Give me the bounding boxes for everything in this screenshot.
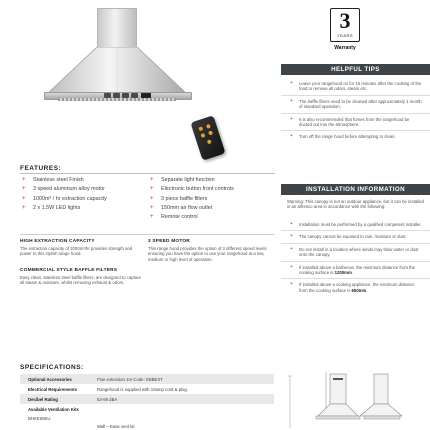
motor-text: This range hood provides the option of 3 different speed levels ensuring you have the option to use your rangehood at a low, medium or high level of operation. [148,246,267,262]
list-item: + Stainless steel Finish [22,177,84,183]
dimension-drawing [286,368,426,430]
list-item: + The canopy cannot be exposed to rain, moisture or dust. [281,231,430,243]
features-title: FEATURES: [20,165,62,172]
list-item: + It is also recommended that fumes from the rangehood be ducted out into the atmosphere. [281,114,430,132]
table-row: Available Ventilation Kits [28,406,79,412]
list-item: + Do not install in a location where winds may blow water or dust onto the canopy. [281,244,430,262]
motor-heading: 3 SPEED MOTOR [148,239,190,244]
installation-intro: Warning: This canopy is not an outdoor appliance, but it can be installed in an alfresco area in accordance with the following: [287,199,424,210]
kit-code: BHKE65EU [28,416,51,421]
list-item: + Turn off the range hood before attempting to clean. [290,133,396,140]
warranty-badge [330,8,360,42]
list-item: + 2 x 1.5W LED lights [22,204,81,211]
list-item: + Electronic button front controls [150,186,234,193]
warranty-years-number: 3 [339,8,351,33]
list-item: + 1000m³ / hr extraction capacity [22,195,107,202]
installation-list [281,219,430,296]
warranty-label: Warranty [334,45,356,51]
specifications-table [20,374,274,414]
list-item: + 150mm air flow outlet [150,204,213,211]
rangehood-chimney [97,8,137,48]
features-divider [20,173,275,174]
extraction-text: The extraction capacity of 1000m³/hr provides strength and power to this stylish range hood. [20,246,133,257]
warranty-years-text: YEARS [336,33,354,38]
features-list-left [20,176,145,213]
control-buttons [104,93,138,98]
specifications-title: SPECIFICATIONS: [20,364,84,371]
list-item: + 3 piece baffle filters [150,195,208,202]
list-item: + 3 speed aluminum alloy motor [22,186,105,193]
helpful-tips-header: HELPFUL TIPS [281,64,430,75]
control-display [141,93,151,98]
extraction-heading: HIGH EXTRACTION CAPACITY [20,239,95,244]
baffle-filter [58,98,176,101]
helpful-tips-list [281,78,430,143]
section-divider [20,234,275,235]
table-row: Decibel Rating 53-66 dBA [20,394,274,404]
rangehood-canopy [48,47,186,93]
list-item: + The baffle filters need to be cleaned after approximately 1 month of standard operation. [281,96,430,114]
table-row: Electrical Requirements Rangehood is supplied with 10amp cord & plug. [28,386,189,392]
table-row: Optional Accessories Flue extension 1m Code: EBBEXT [20,374,274,384]
list-item: + Separate light function [150,177,215,183]
list-item: + If installed above a cooking appliance, the minimum distance from the cooking surface is 650mm. [290,281,415,293]
features-list-right [148,176,278,222]
list-item: + Installation must be performed by a qualified competent installer. [281,219,430,231]
installation-header: INSTALLATION INFORMATION [281,184,430,195]
remote-control [190,115,225,160]
baffle-heading: COMMERCIAL STYLE BAFFLE FILTERS [20,268,118,273]
list-item: + Remote control [150,214,198,221]
kit-value: Wall – Ease vent kit [97,424,135,429]
list-item: + Leave your rangehood on for 15 minutes after the cooking of the food to remove all odors, steam etc. [281,78,430,96]
baffle-text: Easy clean, stainless steel baffle filters, are designed to capture all steam & moisture, whilst removing exhaust & odors. [20,275,142,286]
list-item: + If installed above a barbecue, the minimum distance from the cooking surface is 1200mm. [281,262,430,280]
